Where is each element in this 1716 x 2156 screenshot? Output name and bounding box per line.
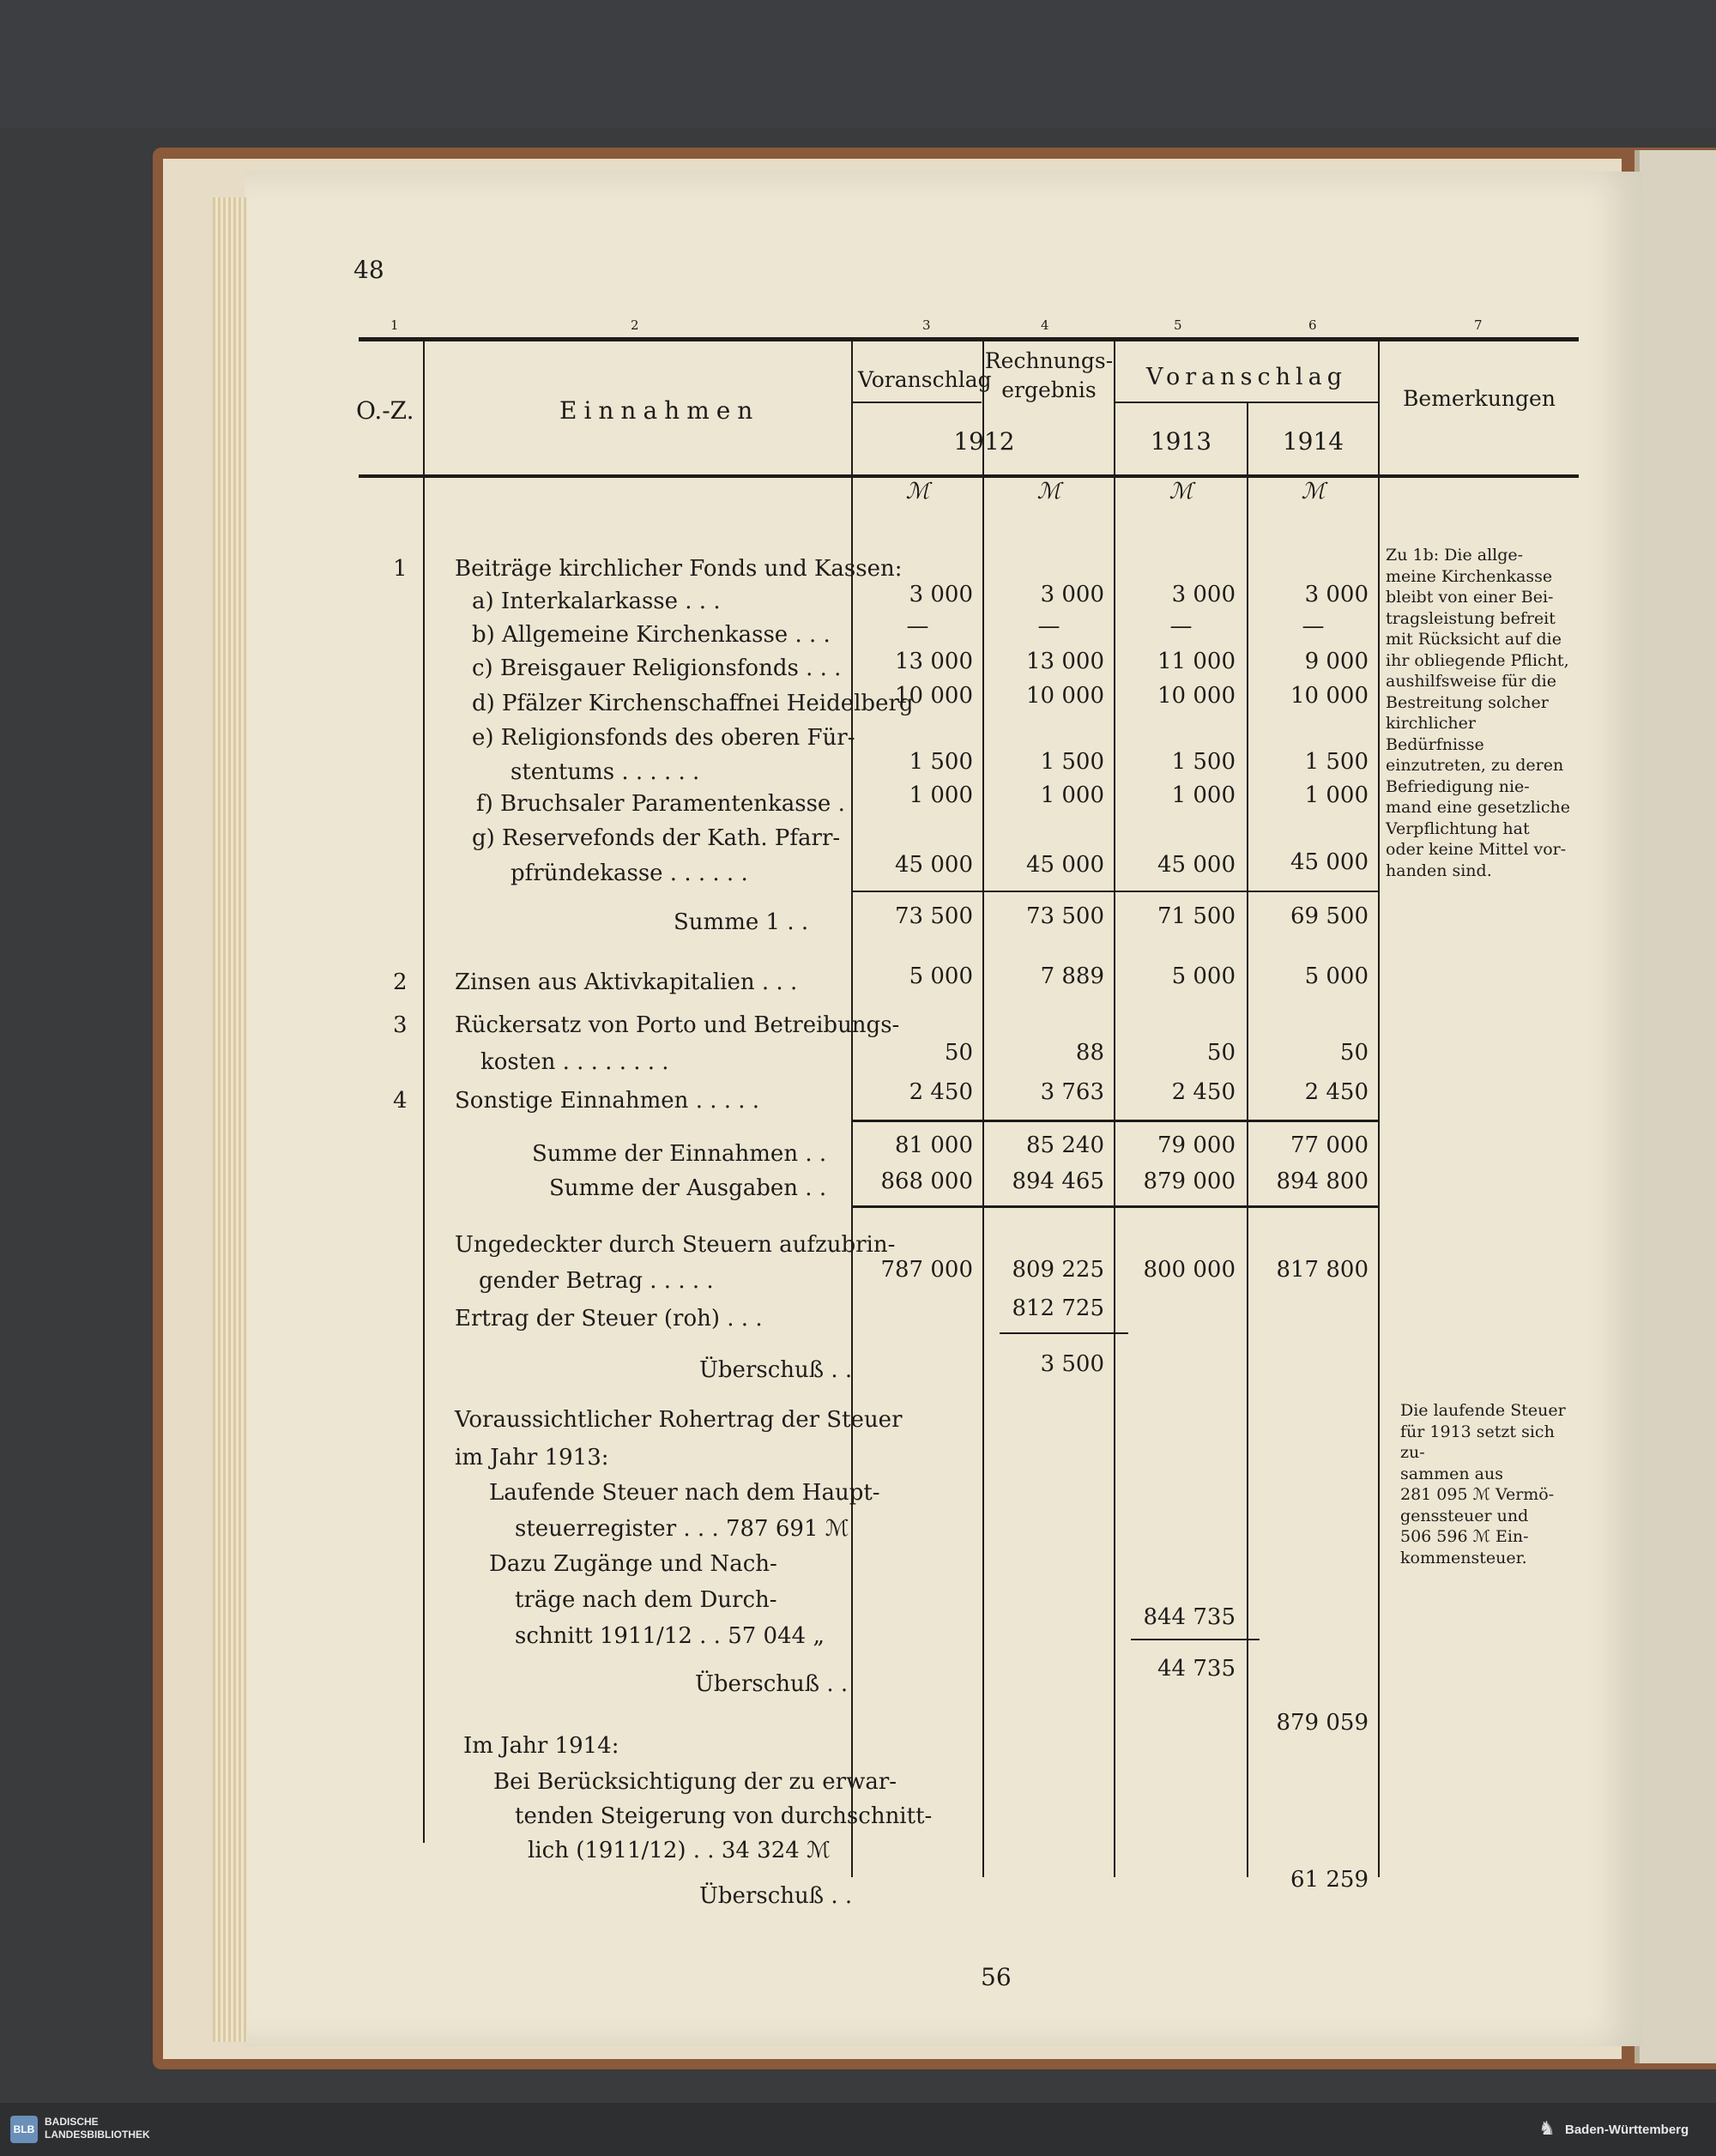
row-text: a) Interkalarkasse . . . bbox=[472, 589, 721, 614]
value-1913: 50 bbox=[1206, 1040, 1236, 1066]
column-number: 1 bbox=[390, 317, 399, 333]
row-text: Bei Berücksichtigung der zu erwar- bbox=[493, 1769, 897, 1795]
row-text: im Jahr 1913: bbox=[455, 1445, 609, 1471]
value-1912-voranschlag: 5 000 bbox=[909, 963, 973, 989]
row-text: Sonstige Einnahmen . . . . . bbox=[455, 1088, 760, 1114]
row-text: Rückersatz von Porto und Betreibungs- bbox=[455, 1012, 900, 1038]
value-1912-ergebnis: 13 000 bbox=[1026, 649, 1104, 674]
value-1913: 44 735 bbox=[1157, 1656, 1236, 1682]
column-number: 6 bbox=[1308, 317, 1317, 333]
value-1914: 2 450 bbox=[1304, 1079, 1369, 1105]
row-text: Überschuß . . bbox=[699, 1357, 853, 1383]
row-text: d) Pfälzer Kirchenschaffnei Heidelberg bbox=[472, 691, 914, 716]
sum-rule bbox=[853, 1205, 1378, 1208]
value-1913: 879 000 bbox=[1143, 1169, 1236, 1194]
header-year-1914: 1914 bbox=[1282, 427, 1344, 456]
column-number: 5 bbox=[1174, 317, 1182, 333]
currency-label: ℳ bbox=[905, 479, 930, 504]
row-text: stentums . . . . . . bbox=[511, 759, 700, 785]
value-1913: 3 000 bbox=[1171, 582, 1236, 607]
value-1913: 1 000 bbox=[1171, 782, 1236, 808]
header-subrule bbox=[853, 402, 982, 403]
remark-1b: Zu 1b: Die allge- meine Kirchenkasse bleibt von einer Bei- tragsleistung befreit mit Rücksicht auf die ihr obliegende Pflicht, aushilfsweise für die Bestreitung solcher kirchlicher Bedürfnisse einzutreten, zu deren Befriedigung nie- mand eine gesetzliche Verpflichtung hat oder keine Mittel vor- handen sind. bbox=[1386, 546, 1570, 880]
value-1912-ergebnis: 1 500 bbox=[1040, 749, 1104, 775]
value-1912-ergebnis: — bbox=[1037, 613, 1060, 639]
column-divider bbox=[1114, 341, 1115, 1877]
currency-label: ℳ bbox=[1301, 479, 1326, 504]
row-label: 1 bbox=[393, 556, 408, 582]
value-1912-ergebnis: 7 889 bbox=[1040, 963, 1104, 989]
background bbox=[0, 0, 1716, 129]
value-1913: 800 000 bbox=[1143, 1257, 1236, 1283]
remark-steuer-1913: Die laufende Steuer für 1913 setzt sich zu- sammen aus 281 095 ℳ Vermö- genssteuer und 506 596 ℳ Ein- kommensteuer. bbox=[1400, 1401, 1566, 1567]
row-text: gender Betrag . . . . . bbox=[479, 1268, 714, 1294]
header-year-1913: 1913 bbox=[1150, 427, 1212, 456]
value-1912-ergebnis: 45 000 bbox=[1026, 852, 1104, 878]
row-text: Voraussichtlicher Rohertrag der Steuer bbox=[455, 1407, 903, 1433]
header-subrule bbox=[1115, 402, 1378, 403]
value-1912-voranschlag: 868 000 bbox=[880, 1169, 973, 1194]
row-text: Summe der Ausgaben . . bbox=[549, 1175, 827, 1201]
page-stack-edge bbox=[213, 197, 247, 2042]
row-text: Ungedeckter durch Steuern aufzubrin- bbox=[455, 1232, 896, 1258]
row-text: Im Jahr 1914: bbox=[463, 1733, 619, 1759]
header-voranschlag-1912: Voranschlag bbox=[858, 367, 992, 392]
value-1913: 2 450 bbox=[1171, 1079, 1236, 1105]
value-1914: 3 000 bbox=[1304, 582, 1369, 607]
value-1912-voranschlag: 1 000 bbox=[909, 782, 973, 808]
blb-name: BADISCHE LANDESBIBLIOTHEK bbox=[45, 2116, 150, 2141]
row-text: schnitt 1911/12 . . 57 044 „ bbox=[515, 1623, 825, 1649]
row-label: 2 bbox=[393, 969, 408, 995]
value-1913: 45 000 bbox=[1157, 852, 1236, 878]
value-1913: 11 000 bbox=[1157, 649, 1236, 674]
column-number: 3 bbox=[922, 317, 931, 333]
column-number: 2 bbox=[631, 317, 639, 333]
blb-logo-icon: BLB bbox=[10, 2116, 38, 2143]
row-text: pfründekasse . . . . . . bbox=[511, 861, 748, 886]
value-1912-voranschlag: 73 500 bbox=[895, 903, 973, 929]
value-1912-voranschlag: 45 000 bbox=[895, 852, 973, 878]
row-text: kosten . . . . . . . . bbox=[480, 1049, 669, 1075]
footer-page-number: 56 bbox=[981, 1963, 1012, 1991]
value-1912-ergebnis: 73 500 bbox=[1026, 903, 1104, 929]
value-1912-ergebnis: 3 000 bbox=[1040, 582, 1104, 607]
value-1914: 77 000 bbox=[1290, 1132, 1369, 1158]
value-1913: 1 500 bbox=[1171, 749, 1236, 775]
value-1912-voranschlag: 787 000 bbox=[880, 1257, 973, 1283]
value-1912-ergebnis: 3 500 bbox=[1040, 1351, 1104, 1377]
value-1914: 69 500 bbox=[1290, 903, 1369, 929]
header-bemerkungen: Bemerkungen bbox=[1403, 386, 1556, 411]
row-text: Summe 1 . . bbox=[674, 909, 809, 935]
page-number: 48 bbox=[353, 256, 384, 284]
currency-label: ℳ bbox=[1036, 479, 1061, 504]
header-year-1912: 1912 bbox=[953, 427, 1015, 456]
value-1914: 50 bbox=[1339, 1040, 1369, 1066]
value-1913: 79 000 bbox=[1157, 1132, 1236, 1158]
column-number: 4 bbox=[1041, 317, 1049, 333]
value-1912-ergebnis: 3 763 bbox=[1040, 1079, 1104, 1105]
value-1914: 1 000 bbox=[1304, 782, 1369, 808]
value-1912-ergebnis: 894 465 bbox=[1012, 1169, 1104, 1194]
value-1914: 61 259 bbox=[1290, 1867, 1369, 1893]
row-text: Überschuß . . bbox=[699, 1883, 853, 1909]
value-1912-voranschlag: 3 000 bbox=[909, 582, 973, 607]
row-text: e) Religionsfonds des oberen Für- bbox=[472, 725, 855, 751]
sum-rule bbox=[1000, 1332, 1128, 1334]
row-text: Summe der Einnahmen . . bbox=[532, 1141, 827, 1167]
column-number: 7 bbox=[1474, 317, 1483, 333]
value-1914: — bbox=[1302, 613, 1325, 639]
header-oz: O.-Z. bbox=[356, 396, 414, 425]
currency-label: ℳ bbox=[1169, 479, 1193, 504]
value-1914: 5 000 bbox=[1304, 963, 1369, 989]
value-1912-voranschlag: — bbox=[906, 613, 929, 639]
row-text: f) Bruchsaler Paramentenkasse . bbox=[476, 791, 845, 817]
value-1913: — bbox=[1169, 613, 1193, 639]
value-1912-voranschlag: 81 000 bbox=[895, 1132, 973, 1158]
row-label: 4 bbox=[393, 1088, 408, 1114]
value-1912-voranschlag: 50 bbox=[944, 1040, 973, 1066]
row-text: c) Breisgauer Religionsfonds . . . bbox=[472, 655, 842, 681]
sum-rule bbox=[853, 1120, 1378, 1122]
table-top-rule bbox=[359, 337, 1579, 341]
value-1913: 844 735 bbox=[1143, 1604, 1236, 1630]
row-text: Ertrag der Steuer (roh) . . . bbox=[455, 1306, 763, 1332]
value-1912-voranschlag: 2 450 bbox=[909, 1079, 973, 1105]
value-1913: 5 000 bbox=[1171, 963, 1236, 989]
bw-coat-of-arms-icon: ♞ bbox=[1538, 2118, 1556, 2140]
row-text: Dazu Zugänge und Nach- bbox=[489, 1551, 777, 1577]
value-1912-ergebnis: 812 725 bbox=[1012, 1295, 1104, 1321]
value-1914: 45 000 bbox=[1290, 849, 1369, 875]
value-1912-voranschlag: 1 500 bbox=[909, 749, 973, 775]
value-1914: 817 800 bbox=[1276, 1257, 1369, 1283]
sum-rule bbox=[853, 891, 1378, 892]
sum-rule bbox=[1131, 1639, 1260, 1640]
row-text: Zinsen aus Aktivkapitalien . . . bbox=[455, 969, 798, 995]
value-1913: 71 500 bbox=[1157, 903, 1236, 929]
row-text: g) Reservefonds der Kath. Pfarr- bbox=[472, 825, 841, 851]
value-1914: 894 800 bbox=[1276, 1169, 1369, 1194]
row-text: lich (1911/12) . . 34 324 ℳ bbox=[528, 1838, 831, 1863]
column-divider bbox=[982, 341, 984, 1877]
row-text: Überschuß . . bbox=[695, 1671, 849, 1697]
value-1914: 10 000 bbox=[1290, 683, 1369, 709]
row-text: tenden Steigerung von durchschnitt- bbox=[515, 1803, 933, 1829]
value-1914: 879 059 bbox=[1276, 1710, 1369, 1736]
row-text: träge nach dem Durch- bbox=[515, 1587, 777, 1613]
header-voranschlag: Voranschlag bbox=[1145, 364, 1348, 390]
value-1912-ergebnis: 88 bbox=[1075, 1040, 1104, 1066]
value-1912-ergebnis: 1 000 bbox=[1040, 782, 1104, 808]
column-divider bbox=[1378, 341, 1380, 1877]
footer-bar bbox=[0, 2103, 1716, 2156]
value-1913: 10 000 bbox=[1157, 683, 1236, 709]
value-1912-ergebnis: 10 000 bbox=[1026, 683, 1104, 709]
row-text: steuerregister . . . 787 691 ℳ bbox=[515, 1516, 849, 1542]
row-text: b) Allgemeine Kirchenkasse . . . bbox=[472, 622, 831, 648]
column-divider bbox=[423, 341, 425, 1843]
value-1914: 9 000 bbox=[1304, 649, 1369, 674]
value-1914: 1 500 bbox=[1304, 749, 1369, 775]
header-rechnungsergebnis: Rechnungs- bbox=[984, 348, 1114, 373]
row-text: Laufende Steuer nach dem Haupt- bbox=[489, 1480, 880, 1506]
value-1912-voranschlag: 10 000 bbox=[895, 683, 973, 709]
row-label: 3 bbox=[393, 1012, 408, 1038]
bw-name: Baden-Württemberg bbox=[1565, 2123, 1689, 2137]
row-text: Beiträge kirchlicher Fonds und Kassen: bbox=[455, 556, 903, 582]
value-1912-voranschlag: 13 000 bbox=[895, 649, 973, 674]
header-einnahmen: Einnahmen bbox=[559, 396, 760, 425]
header-rechnungsergebnis: ergebnis bbox=[1001, 377, 1097, 402]
table-header-rule bbox=[359, 474, 1579, 478]
value-1912-ergebnis: 85 240 bbox=[1026, 1132, 1104, 1158]
value-1912-ergebnis: 809 225 bbox=[1012, 1257, 1104, 1283]
page-block-edge bbox=[1634, 150, 1716, 2063]
